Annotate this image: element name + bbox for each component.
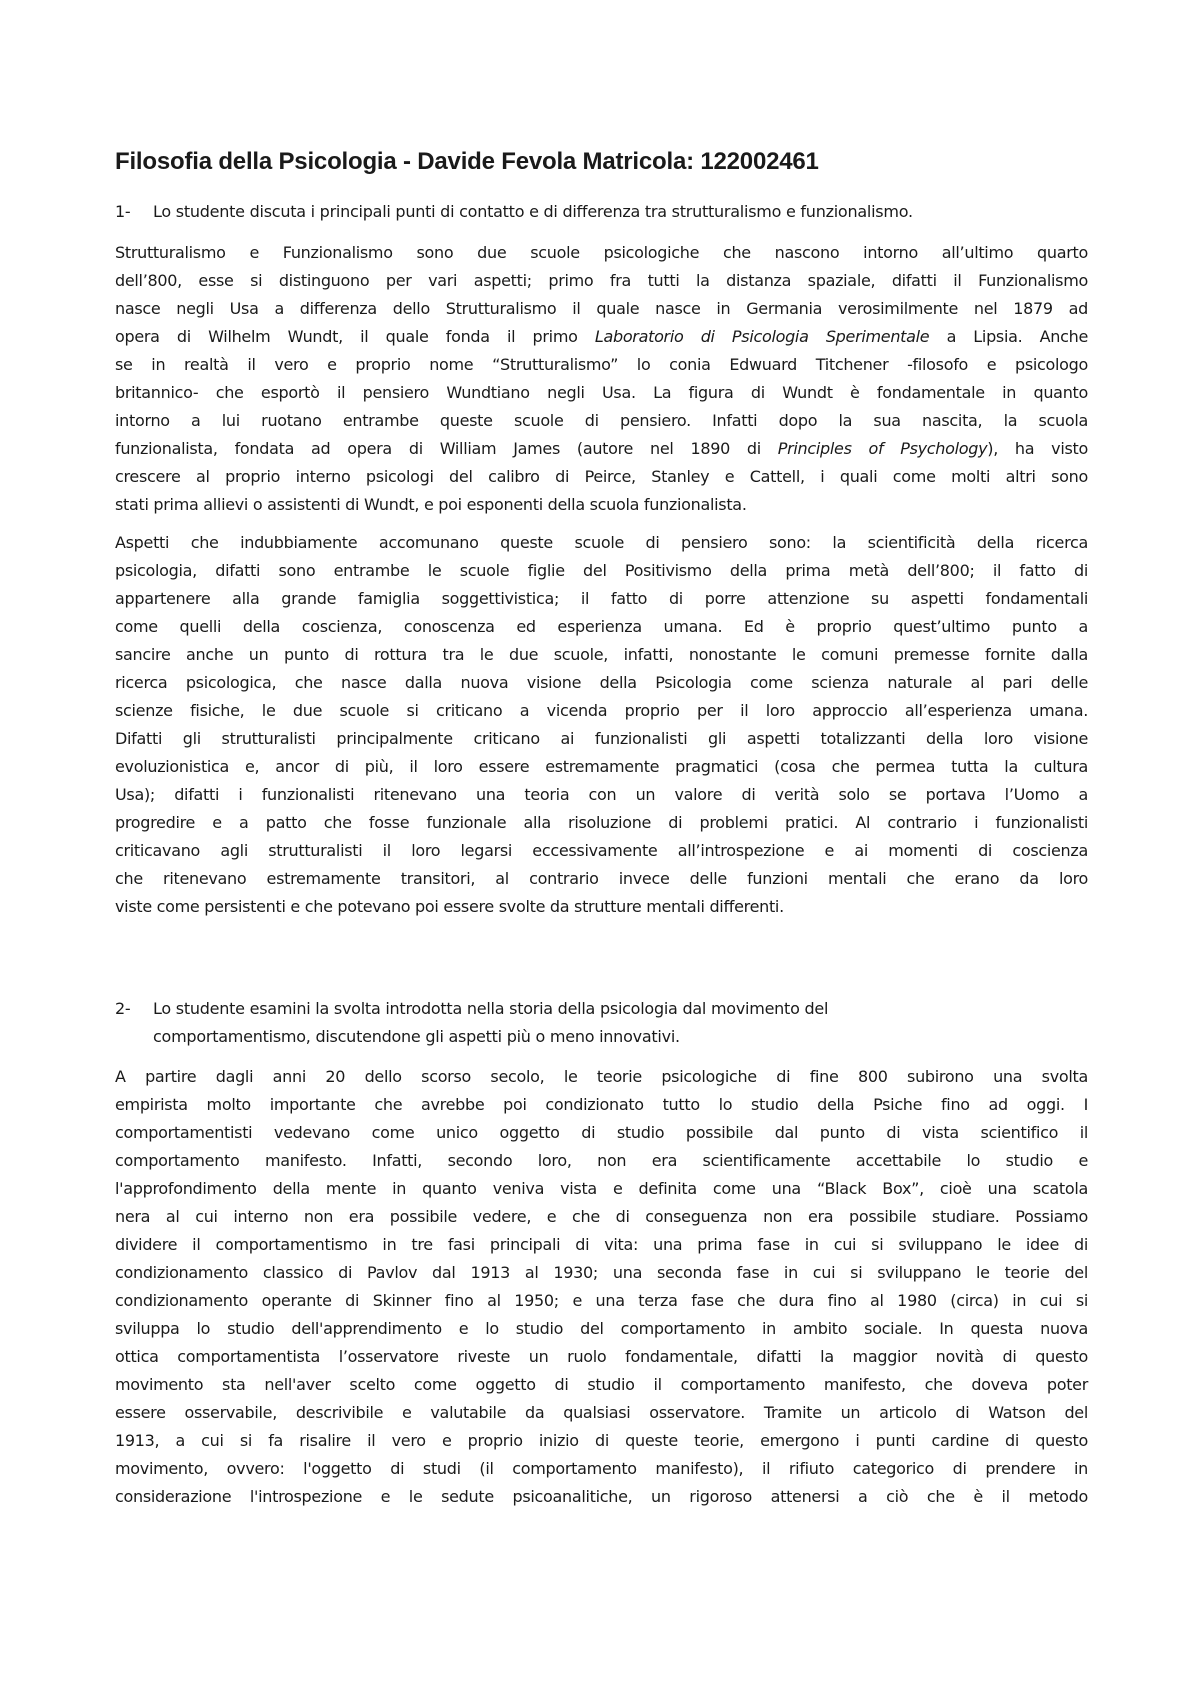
text-line xyxy=(115,435,1088,463)
answer-1-paragraph-2 xyxy=(115,529,1088,921)
text-line: movimento sta nell'aver scelto come oggetto di studio il comportamento manifesto, che doveva poter xyxy=(115,1375,1088,1394)
text-line: ricerca psicologica, che nasce dalla nuova visione della Psicologia come scienza naturale al pari delle xyxy=(115,673,1088,692)
text-line: psicologia, difatti sono entrambe le scuole figlie del Positivismo della prima metà dell’800; il fatto di xyxy=(115,561,1088,580)
text-line: condizionamento operante di Skinner fino al 1950; e una terza fase che dura fino al 1980 (circa) in cui si xyxy=(115,1291,1088,1310)
text-line: movimento, ovvero: l'oggetto di studi (il comportamento manifesto), il rifiuto categorico di prendere in xyxy=(115,1459,1088,1478)
text-run: funzionalista, fondata ad opera di William James (autore nel 1890 di xyxy=(115,439,778,458)
page-title: Filosofia della Psicologia - Davide Fevola Matricola: 122002461 xyxy=(115,148,819,175)
text-line: dividere il comportamentismo in tre fasi principali di vita: una prima fase in cui si sviluppano le idee di xyxy=(115,1235,1088,1254)
text-line: scienze fisiche, le due scuole si criticano a vicenda proprio per il loro approccio all’esperienza umana. xyxy=(115,701,1088,720)
question-1 xyxy=(115,202,1088,221)
text-line: appartenere alla grande famiglia soggettivistica; il fatto di porre attenzione su aspetti fondamentali xyxy=(115,589,1088,608)
text-line: comportamentismo, discutendone gli aspetti più o meno innovativi. xyxy=(153,1027,680,1046)
text-line: intorno a lui ruotano entrambe queste scuole di pensiero. Infatti dopo la sua nascita, la scuola xyxy=(115,411,1088,430)
text-line: progredire e a patto che fosse funzionale alla risoluzione di problemi pratici. Al contrario i funzionalisti xyxy=(115,813,1088,832)
text-line: sancire anche un punto di rottura tra le due scuole, infatti, nonostante le comuni premesse fornite dalla xyxy=(115,645,1088,664)
question-1-number: 1- xyxy=(115,202,131,221)
text-line: criticavano agli strutturalisti il loro legarsi eccessivamente all’introspezione e ai momenti di coscienza xyxy=(115,841,1088,860)
text-line: condizionamento classico di Pavlov dal 1913 al 1930; una seconda fase in cui si sviluppano le teorie del xyxy=(115,1263,1088,1282)
text-line: comportamento manifesto. Infatti, secondo loro, non era scientificamente accettabile lo studio e xyxy=(115,1151,1088,1170)
text-line: Strutturalismo e Funzionalismo sono due scuole psicologiche che nascono intorno all’ultimo quarto xyxy=(115,243,1088,262)
question-2-text xyxy=(153,995,828,1051)
text-line: Lo studente esamini la svolta introdotta nella storia della psicologia dal movimento del xyxy=(153,999,829,1018)
text-line: Aspetti che indubbiamente accomunano queste scuole di pensiero sono: la scientificità della ricerca xyxy=(115,533,1088,552)
text-line: sviluppa lo studio dell'apprendimento e lo studio del comportamento in ambito sociale. In questa nuova xyxy=(115,1319,1088,1338)
text-line: se in realtà il vero e proprio nome “Strutturalismo” lo conia Edwuard Titchener -filosofo e psicologo xyxy=(115,355,1088,374)
text-line xyxy=(115,323,1088,351)
question-2-number: 2- xyxy=(115,999,131,1018)
text-line: 1913, a cui si fa risalire il vero e proprio inizio di queste teorie, emergono i punti cardine di questo xyxy=(115,1431,1088,1450)
text-line: stati prima allievi o assistenti di Wundt, e poi esponenti della scuola funzionalista. xyxy=(115,495,747,514)
text-run: a Lipsia. Anche xyxy=(929,327,1088,346)
text-line: comportamentisti vedevano come unico oggetto di studio possibile dal punto di vista scientifico il xyxy=(115,1123,1088,1142)
text-line: l'approfondimento della mente in quanto veniva vista e definita come una “Black Box”, cioè una scatola xyxy=(115,1179,1088,1198)
text-run: ), ha visto xyxy=(987,439,1088,458)
text-line: che ritenevano estremamente transitori, al contrario invece delle funzioni mentali che erano da loro xyxy=(115,869,1088,888)
italic-title-principles: Principles of Psychology xyxy=(777,439,988,458)
text-line: nasce negli Usa a differenza dello Strutturalismo il quale nasce in Germania verosimilmente nel 1879 ad xyxy=(115,299,1088,318)
text-line: crescere al proprio interno psicologi del calibro di Peirce, Stanley e Cattell, i quali come molti altri sono xyxy=(115,467,1088,486)
text-line: evoluzionistica e, ancor di più, il loro essere estremamente pragmatici (cosa che permea tutta la cultura xyxy=(115,757,1088,776)
question-1-text: Lo studente discuta i principali punti di contatto e di differenza tra strutturalismo e funzionalismo. xyxy=(153,202,913,221)
text-line: viste come persistenti e che potevano poi essere svolte da strutture mentali differenti. xyxy=(115,897,784,916)
text-line: Usa); difatti i funzionalisti ritenevano una teoria con un valore di verità solo se portava l’Uomo a xyxy=(115,785,1088,804)
text-run: opera di Wilhelm Wundt, il quale fonda il primo xyxy=(115,327,595,346)
text-line: dell’800, esse si distinguono per vari aspetti; primo fra tutti la distanza spaziale, difatti il Funzionalismo xyxy=(115,271,1088,290)
text-line: essere osservabile, descrivibile e valutabile da qualsiasi osservatore. Tramite un articolo di Watson del xyxy=(115,1403,1088,1422)
text-line: Difatti gli strutturalisti principalmente criticano ai funzionalisti gli aspetti totalizzanti della loro visione xyxy=(115,729,1088,748)
italic-title-laboratorio: Laboratorio di Psicologia Sperimentale xyxy=(594,327,930,346)
text-line: considerazione l'introspezione e le sedute psicoanalitiche, un rigoroso attenersi a ciò che è il metodo xyxy=(115,1487,1088,1506)
question-2 xyxy=(115,995,1088,1051)
text-line: ottica comportamentista l’osservatore riveste un ruolo fondamentale, difatti la maggior novità di questo xyxy=(115,1347,1088,1366)
text-line: A partire dagli anni 20 dello scorso secolo, le teorie psicologiche di fine 800 subirono una svolta xyxy=(115,1067,1088,1086)
answer-2-paragraph-1 xyxy=(115,1063,1088,1511)
text-line: britannico- che esportò il pensiero Wundtiano negli Usa. La figura di Wundt è fondamentale in quanto xyxy=(115,383,1088,402)
text-line: come quelli della coscienza, conoscenza ed esperienza umana. Ed è proprio quest’ultimo punto a xyxy=(115,617,1088,636)
answer-1-paragraph-1 xyxy=(115,239,1088,519)
text-line: nera al cui interno non era possibile vedere, e che di conseguenza non era possibile studiare. Possiamo xyxy=(115,1207,1088,1226)
section-spacer xyxy=(115,931,1088,995)
text-line: empirista molto importante che avrebbe poi condizionato tutto lo studio della Psiche fino ad oggi. I xyxy=(115,1095,1088,1114)
